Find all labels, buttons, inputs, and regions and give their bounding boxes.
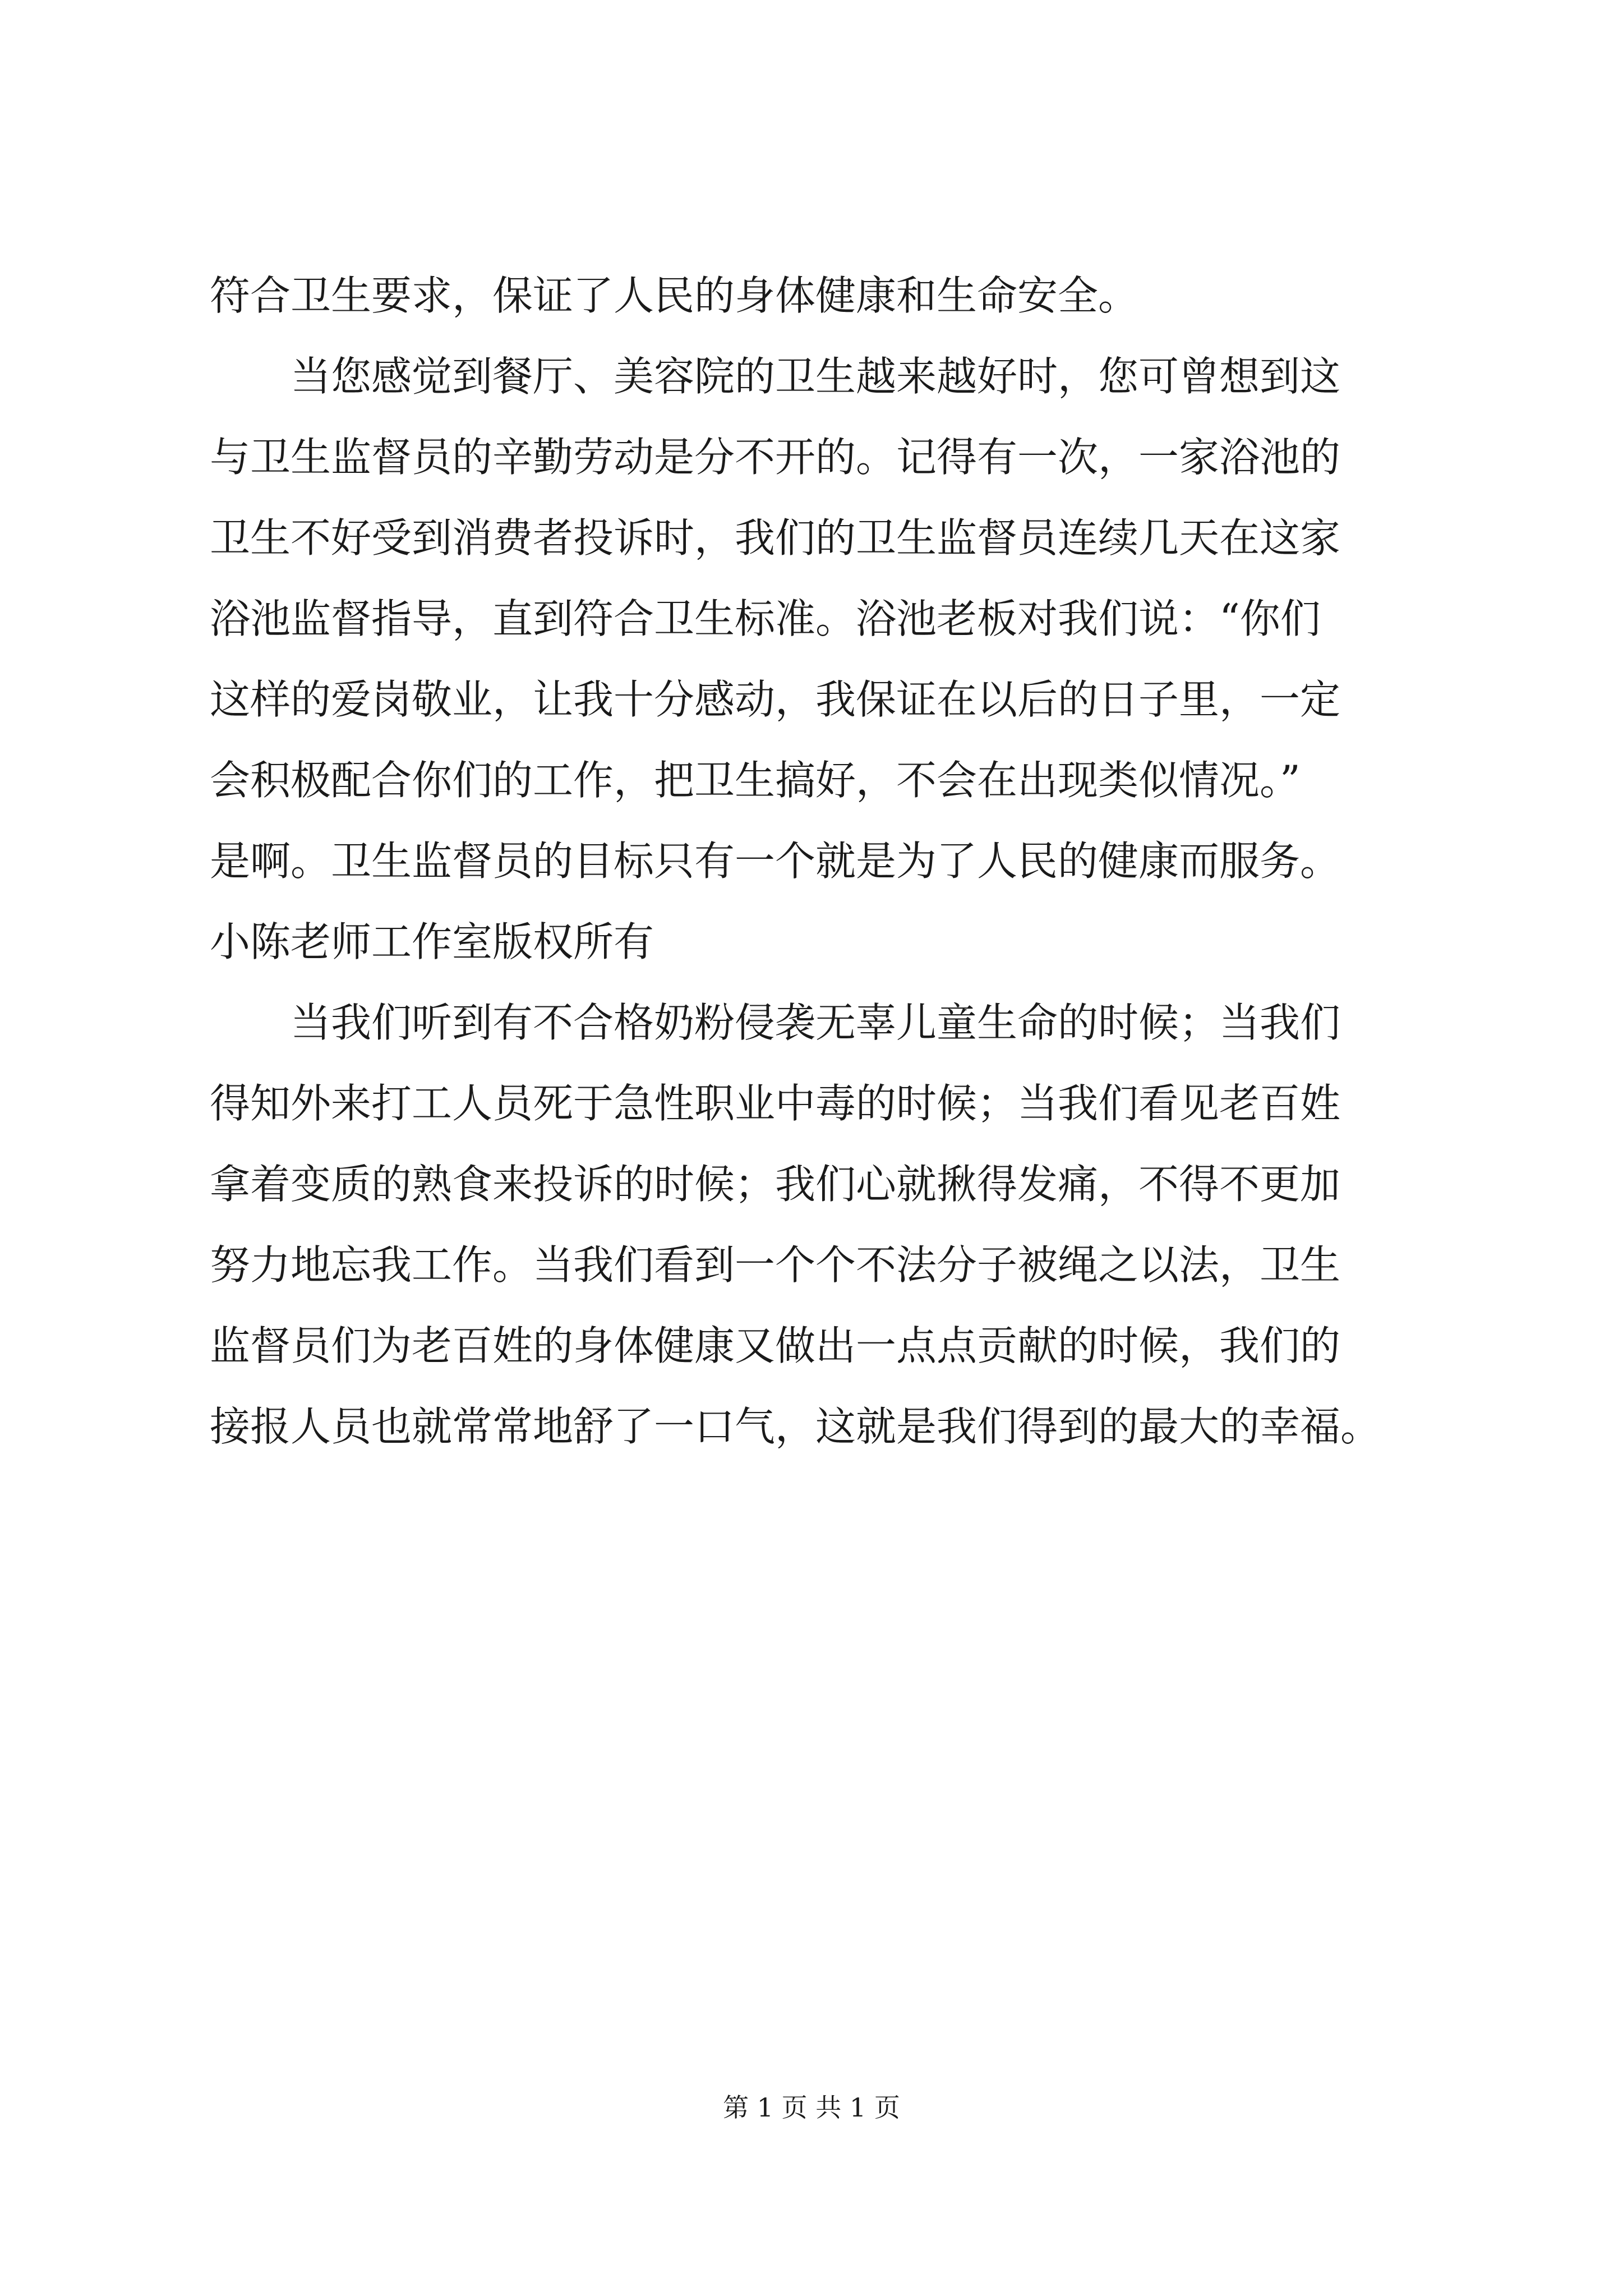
text-line: 与卫生监督员的辛勤劳动是分不开的。记得有一次，一家浴池的 <box>210 434 1341 481</box>
text-line: 努力地忘我工作。当我们看到一个个不法分子被绳之以法，卫生 <box>210 1241 1341 1289</box>
page-number-label: 第 1 页 共 1 页 <box>723 2092 900 2123</box>
text-line: 得知外来打工人员死于急性职业中毒的时候；当我们看见老百姓 <box>210 1080 1341 1127</box>
text-line: 这样的爱岗敬业，让我十分感动，我保证在以后的日子里，一定 <box>210 676 1341 723</box>
body-text <box>210 255 1415 1467</box>
text-line: 卫生不好受到消费者投诉时，我们的卫生监督员连续几天在这家 <box>210 514 1341 562</box>
text-line: 当您感觉到餐厅、美容院的卫生越来越好时，您可曾想到这 <box>210 353 1341 400</box>
text-line: 会积极配合你们的工作，把卫生搞好，不会在出现类似情况。” <box>210 757 1301 804</box>
text-line: 小陈老师工作室版权所有 <box>210 918 654 965</box>
page-footer <box>0 2088 1623 2127</box>
text-line: 是啊。卫生监督员的目标只有一个就是为了人民的健康而服务。 <box>210 838 1341 885</box>
text-line: 接报人员也就常常地舒了一口气，这就是我们得到的最大的幸福。 <box>210 1403 1381 1450</box>
text-line: 符合卫生要求，保证了人民的身体健康和生命安全。 <box>210 272 1139 319</box>
text-line: 浴池监督指导，直到符合卫生标准。浴池老板对我们说：“你们 <box>210 595 1321 642</box>
text-line: 监督员们为老百姓的身体健康又做出一点点贡献的时候，我们的 <box>210 1322 1341 1369</box>
text-line: 拿着变质的熟食来投诉的时候；我们心就揪得发痛，不得不更加 <box>210 1161 1341 1208</box>
text-line: 当我们听到有不合格奶粉侵袭无辜儿童生命的时候；当我们 <box>210 999 1341 1046</box>
